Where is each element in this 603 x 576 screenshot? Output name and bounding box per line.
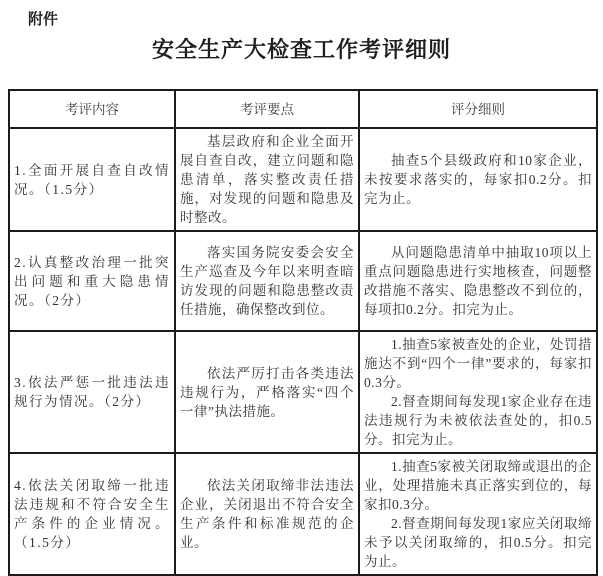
row2-content: 2.认真整改治理一批突出问题和重大隐患情况。（2分）	[9, 231, 175, 331]
row2-scoring-item: 从问题隐患清单中抽取10项以上重点问题隐患进行实地核查，问题整改措施不落实、隐患整改不到位的，每项扣0.2分。扣完为止。	[364, 245, 592, 317]
row3-scoring-item: 1.抽查5家被查处的企业，处罚措施达不到“四个一律”要求的，每家扣0.3分。	[364, 337, 592, 390]
row3-content: 3.依法严惩一批违法违规行为情况。（2分）	[9, 331, 175, 453]
row1-points-text: 基层政府和企业全面开展自查自改，建立问题和隐患清单，落实整改责任措施，对发现的问题和隐患及时整改。	[180, 134, 354, 225]
row2-points-text: 落实国务院安委会安全生产巡查及今年以来明查暗访发现的问题和隐患整改责任措施，确保整改到位。	[180, 245, 354, 317]
table-header-row	[9, 90, 597, 128]
page-title: 安全生产大检查工作考评细则	[151, 37, 451, 62]
row3-points-text: 依法严厉打击各类违法违规行为，严格落实“四个一律”执法措施。	[180, 365, 354, 419]
row1-points	[175, 128, 359, 231]
row1-scoring-item: 抽查5个县级政府和10家企业，未按要求落实的，每家扣0.2分。扣完为止。	[364, 153, 592, 206]
attachment-label: 附件	[28, 12, 59, 28]
row3-scoring	[359, 331, 597, 453]
row4-points-text: 依法关闭取缔非法违法企业，关闭退出不符合安全生产条件和标准规范的企业。	[180, 478, 354, 550]
evaluation-table	[8, 89, 598, 576]
table-row	[9, 128, 597, 231]
row1-scoring	[359, 128, 597, 231]
row4-scoring-item: 2.督查期间每发现1家应关闭取缔未予以关闭取缔的，扣0.5分。扣完为止。	[364, 516, 592, 569]
row4-content: 4.依法关闭取缔一批违法违规和不符合安全生产条件的企业情况。（1.5分）	[9, 453, 175, 575]
table-row	[9, 331, 597, 453]
row2-scoring	[359, 231, 597, 331]
row3-points	[175, 331, 359, 453]
row2-points	[175, 231, 359, 331]
header-content: 考评内容	[9, 90, 175, 128]
header-points: 考评要点	[175, 90, 359, 128]
row3-scoring-item: 2.督查期间每发现1家企业存在违法违规行为未被依法查处的，扣0.5分。扣完为止。	[364, 394, 592, 447]
header-scoring: 评分细则	[359, 90, 597, 128]
row4-scoring-item: 1.抽查5家被关闭取缔或退出的企业，处理措施未真正落实到位的，每家扣0.3分。	[364, 459, 592, 512]
row1-content: 1.全面开展自查自改情况。（1.5分）	[9, 128, 175, 231]
table-row	[9, 231, 597, 331]
